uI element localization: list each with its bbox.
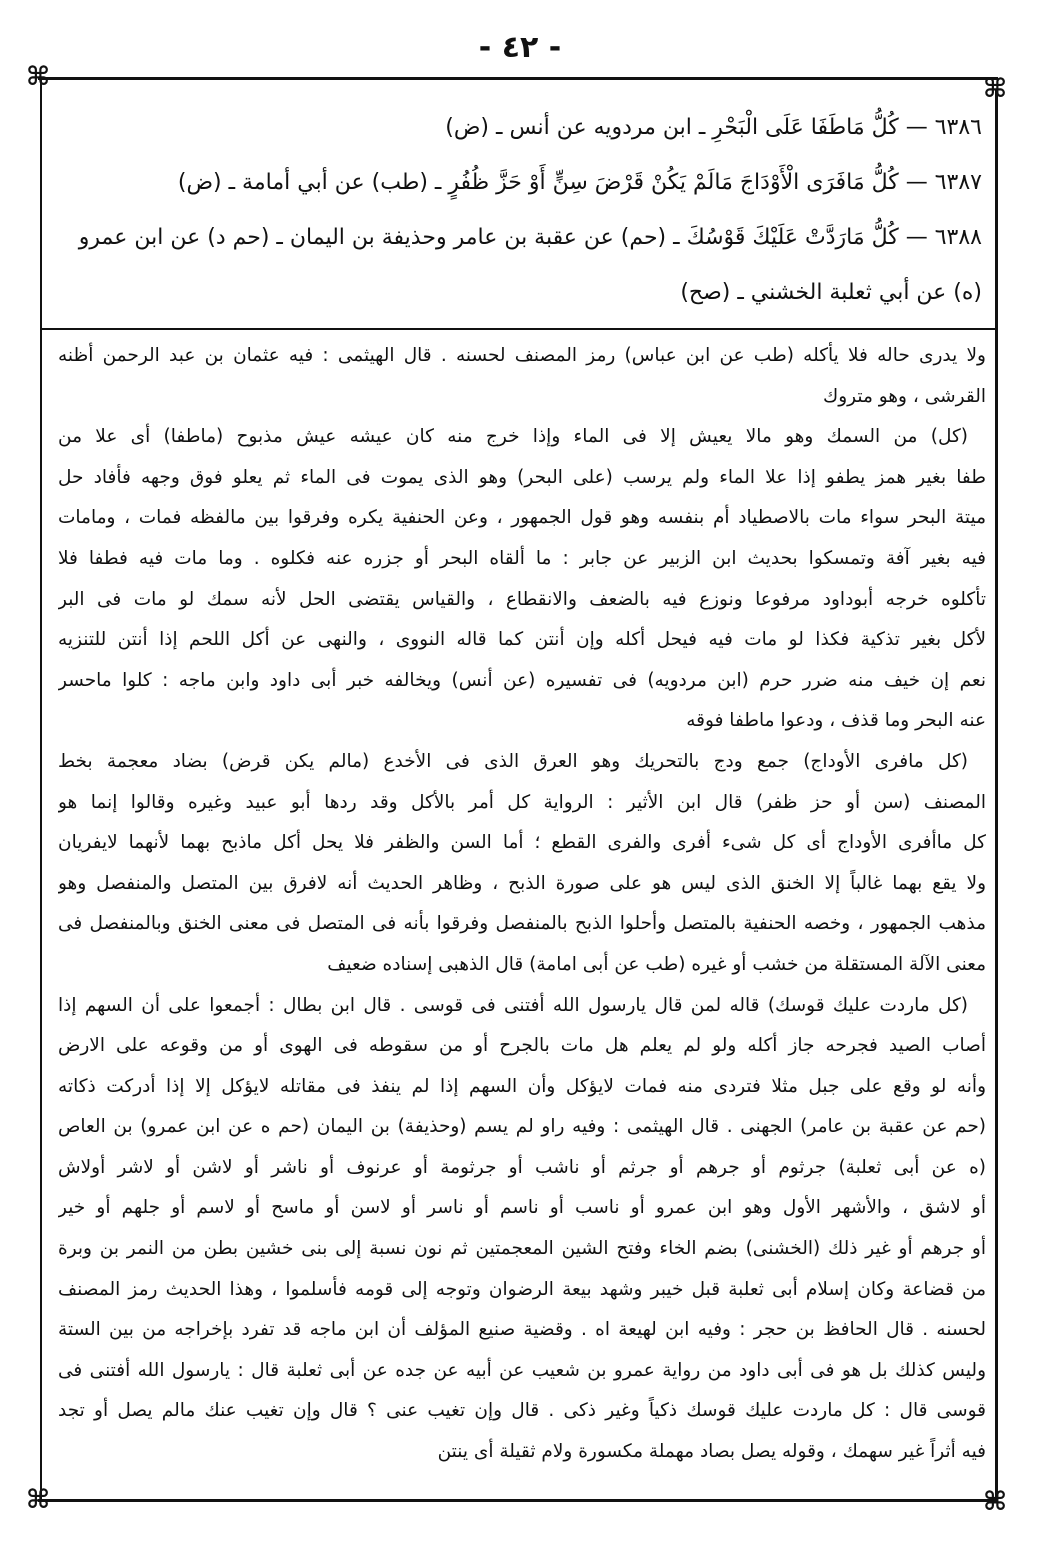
corner-ornament-icon: ⌘ xyxy=(983,74,1008,104)
frame-top-rule xyxy=(38,77,998,80)
commentary-line: تأكلوه خرجه أبوداود مرفوعا ونوزع فيه بالضعف والانقطاع ، والقياس يقتضى الحل لأنه سمك لو مات فى البر xyxy=(58,588,986,610)
commentary-line: لأكل بغير تذكية فكذا لو مات فيه فيحل أكله وإن أنتن كما قاله النووى ، والنهى عن أكل اللحم إذا أنتن للتنزيه xyxy=(58,629,986,651)
commentary-text xyxy=(58,336,986,1473)
commentary-line: وليس كذلك بل هو فى أبى داود من رواية عمرو بن شعيب عن أبيه عن جده عن أبى ثعلبة قال : يارسول الله أفتنى فى xyxy=(58,1359,986,1381)
commentary-line: أو لاشق ، والأشهر الأول وهو ابن عمرو أو ناسب أو ناسم أو ناسر أو لاسن أو ماسح أو لاسم أو جلهم أو خير xyxy=(58,1197,986,1219)
hadith-line: ٦٣٨٧ — كُلُّ مَافَرَى الْأَوْدَاجَ مَالَمْ يَكُنْ قَرْضَ سِنٍّ أَوْ حَزَّ ظُفُرٍ ـ (طب) عن أبي أمامة ـ (ض) xyxy=(177,170,982,195)
commentary-line: فيه بغير آفة وتمسكوا بحديث ابن الزبير عن جابر : ما ألقاه البحر أو جزره عنه فكلوه . وما مات فيه فطفا فلا xyxy=(58,547,986,569)
commentary-line: (كل مافرى الأوداج) جمع ودج بالتحريك وهو العرق الذى فى الأخدع (مالم يكن قرض) بضاد معجمة بخط xyxy=(58,750,968,772)
commentary-line: ولا يقع بهما غالباً إلا الخنق الذى ليس هو على صورة الذبح ، وظاهر الحديث أنه لافرق بين المتصل والمنفصل وهو xyxy=(58,872,986,894)
commentary-line: معنى الآلة المستقلة من خشب أو غيره (طب عن أبى امامة) قال الذهبى إسناده ضعيف xyxy=(327,953,986,975)
commentary-line: فيه أثراً غير سهمك ، وقوله يصل بصاد مهملة مكسورة ولام ثقيلة أى ينتن xyxy=(437,1441,986,1463)
commentary-line: قوسى قال : كل ماردت عليك قوسك ذكياً وغير ذكى . قال وإن تغيب عنى ؟ قال وإن تغيب عنك مالم يصل أو تجد xyxy=(58,1400,986,1422)
commentary-line: كل ماأفرى الأوداج أى كل شىء أفرى والفرى القطع ؛ أما السن والظفر فلا يحل أكل ماذبح بهما لأنهما لايفريان xyxy=(58,832,986,854)
commentary-line: نعم إن خيف منه ضرر حرم (ابن مردويه) فى تفسيره (عن أنس) ويخالفه خبر أبى داود وابن ماجه : كلوا ماحسر xyxy=(58,669,986,691)
commentary-line: لحسنه . قال الحافظ بن حجر : وفيه ابن لهيعة اه . وقضية صنيع المؤلف أن ابن ماجه قد تفرد بإخراجه من بين الستة xyxy=(58,1319,986,1341)
hadith-line: ٦٣٨٨ — كُلُّ مَارَدَّتْ عَلَيْكَ قَوْسُكَ ـ (حم) عن عقبة بن عامر وحذيفة بن اليمان ـ (حم د) عن ابن عمرو xyxy=(78,225,982,250)
hadith-text xyxy=(62,100,982,320)
hadith-line: ٦٣٨٦ — كُلُّ مَاطَفَا عَلَى الْبَحْرِ ـ ابن مردويه عن أنس ـ (ض) xyxy=(445,115,982,140)
commentary-line: أصاب الصيد فجرحه جاز أكله ولو لم يعلم هل مات بالجرح أو من سقوطه فى الهوى أو من وقوعه على الارض xyxy=(58,1035,986,1057)
page-number: - ٤٢ - xyxy=(478,30,562,65)
commentary-line: ولا يدرى حاله فلا يأكله (طب عن ابن عباس) رمز المصنف لحسنه . قال الهيثمى : فيه عثمان بن عبد الرحمن أظنه xyxy=(58,345,986,366)
section-divider xyxy=(40,328,997,330)
commentary-line: وأنه لو وقع على جبل مثلا فتردى منه فمات لايؤكل وأن السهم إذا لم ينفذ فى مقاتله لايؤكل إلا إذا أدركت ذكاته xyxy=(58,1075,986,1097)
corner-ornament-icon: ⌘ xyxy=(26,62,51,92)
commentary-line: (ه عن أبى ثعلبة) جرثوم أو جرهم أو جرثم أو ناشب أو جرثومة أو عرنوف أو ناشر أو لاشن أو لاشر أولاش xyxy=(58,1156,986,1178)
frame-bottom-rule xyxy=(38,1499,998,1502)
commentary-line: من قضاعة وكان إسلام أبى ثعلبة قبل خيبر وشهد بيعة الرضوان وتوجه إلى قومه فأسلموا ، وهذا الحديث رمز المصنف xyxy=(58,1278,986,1300)
commentary-line: (كل ماردت عليك قوسك) قاله لمن قال يارسول الله أفتنى فى قوسى . قال ابن بطال : أجمعوا على أن السهم إذا xyxy=(58,994,968,1016)
hadith-line: (ه) عن أبي ثعلبة الخشني ـ (صح) xyxy=(680,280,982,305)
commentary-line: أو جرهم أو غير ذلك (الخشنى) بضم الخاء وفتح الشين المعجمتين ثم نون نسبة إلى بنى خشين بطن من النمر بن وبرة xyxy=(58,1238,986,1260)
commentary-line: ميتة البحر سواء مات بالاصطياد أم بنفسه وهو قول الجمهور ، وعن الحنفية يكره وفرقوا بين مالفظه فمات ، ومامات xyxy=(58,507,986,529)
corner-ornament-icon: ⌘ xyxy=(983,1487,1008,1517)
frame-left-rule xyxy=(40,80,42,1500)
commentary-line: (كل) من السمك وهو مالا يعيش إلا فى الماء وإذا خرج منه كان عيشه عيش مذبوح (ماطفا) أى علا من xyxy=(58,426,968,448)
corner-ornament-icon: ⌘ xyxy=(26,1485,51,1515)
commentary-line: عنه البحر وما قذف ، ودعوا ماطفا فوقه xyxy=(686,710,986,732)
commentary-line: (حم عن عقبة بن عامر) الجهنى . قال الهيثمى : وفيه راو لم يسم (وحذيفة) بن اليمان (حم ه عن ابن عمرو) بن العاص xyxy=(58,1116,986,1138)
commentary-line: القرشى ، وهو متروك xyxy=(822,385,986,407)
commentary-line: المصنف (سن أو حز ظفر) قال ابن الأثير : الرواية كل أمر بالأكل وقد ردها أبو عبيد وغيره وقالوا إنما هو xyxy=(58,791,986,813)
frame-right-rule xyxy=(995,90,998,1500)
commentary-line: مذهب الجمهور ، وخصه الحنفية بالمتصل وأحلوا الذبح بالمنفصل وفرقوا بأنه فى المتصل فى معنى الخنق وبالمنفصل فى xyxy=(58,913,986,935)
commentary-line: طفا بغير همز يطفو إذا علا الماء ولم يرسب (على البحر) وهو الذى يموت فى الماء ثم يعلو فوق وجهه فأفاد حل xyxy=(58,466,986,488)
